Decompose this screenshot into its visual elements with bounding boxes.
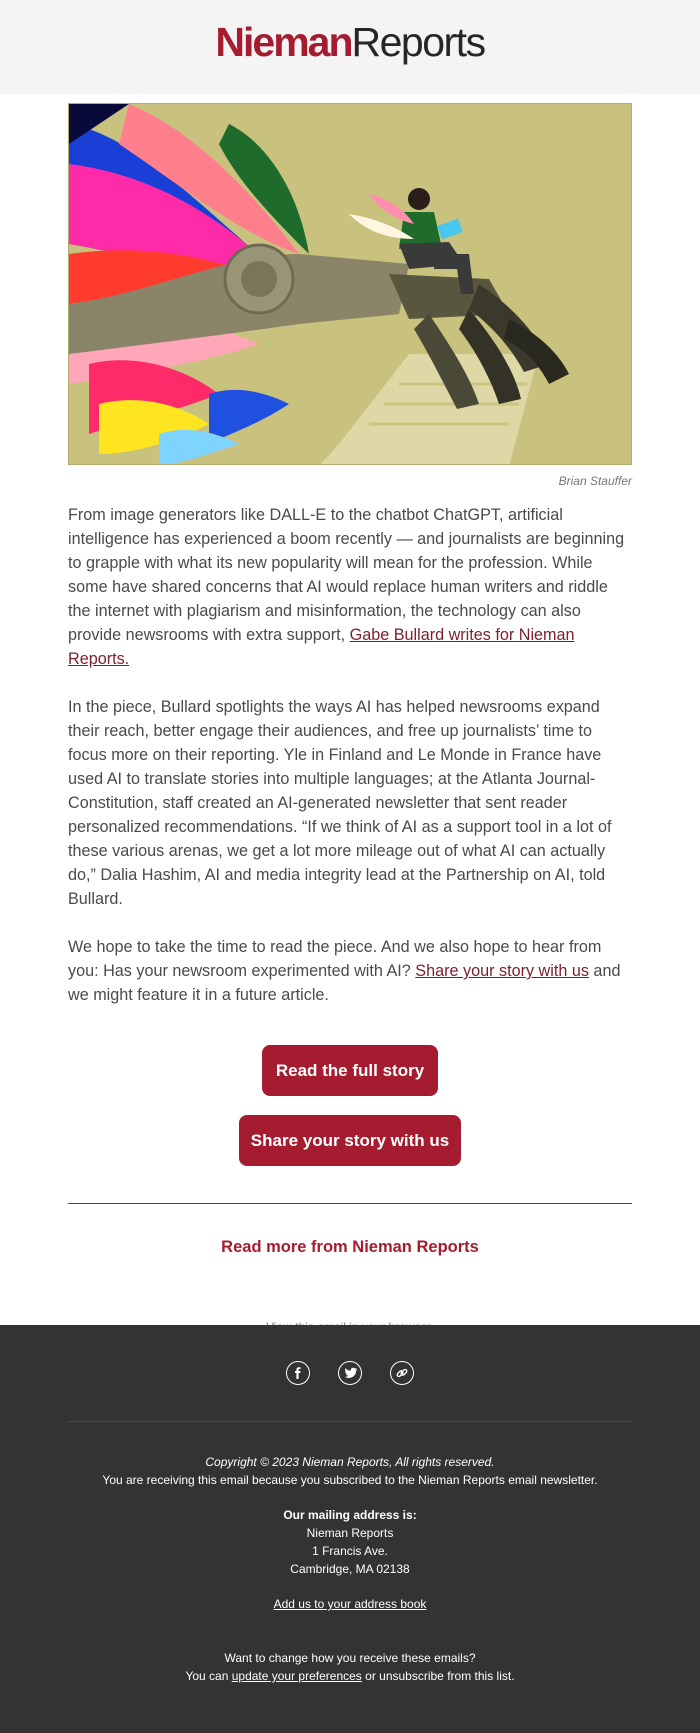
cta-buttons: [68, 1045, 632, 1166]
footer-divider: [68, 1421, 632, 1422]
twitter-icon[interactable]: [338, 1361, 362, 1385]
paragraph-3-text-b: and we might feature it in a future article.: [68, 962, 621, 1004]
robot-hand-illustration: [69, 104, 632, 465]
paragraph-1-text: From image generators like DALL-E to the chatbot ChatGPT, artificial intelligence has experienced a boom recently — and journalists are beginning to grapple with what its new popularity will mean for the profession. While some have shared concerns that AI would replace human writers and riddle the internet with plagiarism and misinformation, the technology can also provide newsrooms with extra support,: [68, 506, 625, 644]
share-story-link[interactable]: Share your story with us: [415, 962, 589, 980]
nieman-reports-logo[interactable]: [215, 18, 485, 65]
copyright-text: Copyright © 2023 Nieman Reports, All rights reserved.: [205, 1455, 495, 1469]
paragraph-2: In the piece, Bullard spotlights the ways AI has helped newsrooms expand their reach, better engage their audiences, and free up journalists’ time to focus more on their reporting. Yle in Finland and Le Monde in France have used AI to translate stories into multiple languages; at the Atlanta Journal-Constitution, staff created an AI-generated newsletter that sent reader personalized recommendations. “If we think of AI as a support tool in a lot of these various arenas, we get a lot more mileage out of what AI can actually do,” Dalia Hashim, AI and media integrity lead at the Partnership on AI, told Bullard.: [68, 698, 612, 908]
social-links: [0, 1361, 700, 1385]
article-text: [68, 503, 632, 1007]
address-name: Nieman Reports: [306, 1526, 394, 1540]
facebook-icon[interactable]: [286, 1361, 310, 1385]
logo-nieman: Nieman: [215, 18, 352, 65]
read-more-link[interactable]: Read more from Nieman Reports: [221, 1238, 479, 1256]
update-preferences-link[interactable]: update your preferences: [231, 1669, 362, 1683]
add-to-address-book-link[interactable]: Add us to your address book: [273, 1597, 427, 1611]
image-credit: Brian Stauffer: [558, 474, 632, 488]
link-icon[interactable]: [390, 1361, 414, 1385]
preferences-line: [0, 1667, 700, 1685]
read-full-story-button[interactable]: Read the full story: [262, 1045, 438, 1096]
subscription-notice: You are receiving this email because you subscribed to the Nieman Reports email newsletter.: [102, 1473, 598, 1487]
header: [0, 0, 700, 94]
hero-illustration[interactable]: [68, 103, 632, 465]
mailing-address-heading: Our mailing address is:: [283, 1508, 417, 1522]
share-your-story-button[interactable]: Share your story with us: [239, 1115, 461, 1166]
paragraph-3-text-a: We hope to take the time to read the piece. And we also hope to hear from you: Has your newsroom experimented with AI?: [68, 938, 602, 980]
paragraph-3: [68, 935, 632, 1007]
divider: [68, 1203, 632, 1204]
address-street: 1 Francis Ave.: [312, 1544, 388, 1558]
unsubscribe-text: or unsubscribe from this list.: [361, 1669, 515, 1683]
email-body: [68, 103, 632, 1336]
change-delivery-question: Want to change how you receive these emails?: [224, 1651, 476, 1665]
gabe-bullard-link[interactable]: Gabe Bullard writes for Nieman Reports.: [68, 626, 575, 668]
you-can-text: You can: [185, 1669, 232, 1683]
logo-reports: Reports: [351, 18, 485, 65]
footer: [0, 1325, 700, 1733]
address-city: Cambridge, MA 02138: [290, 1562, 410, 1576]
paragraph-1: [68, 503, 632, 671]
